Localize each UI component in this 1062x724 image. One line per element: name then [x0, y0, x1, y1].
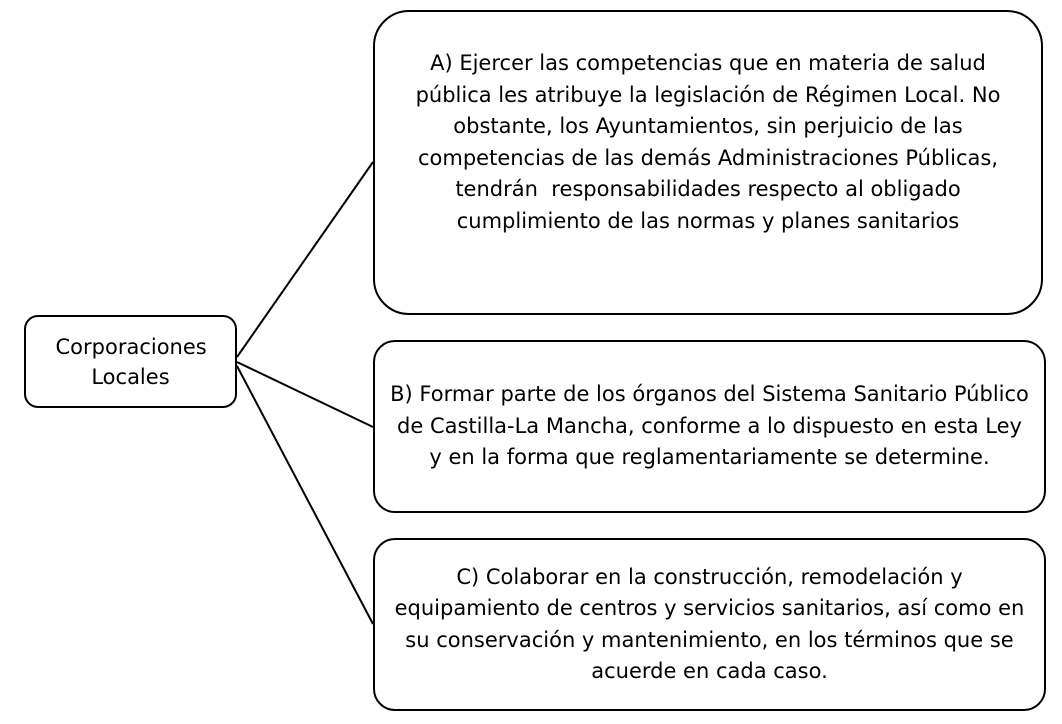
connector-line-c [237, 366, 373, 624]
root-node-label: Corporaciones Locales [55, 334, 207, 389]
branch-node-b-text: B) Formar parte de los órganos del Sistema Sanitario Público de Castilla-La Mancha, conforme a lo dispuesto en esta Ley y en la forma que reglamentariamente se determine. [390, 382, 1036, 470]
connector-line-b [237, 362, 373, 427]
connector-line-a [237, 162, 373, 357]
branch-node-c [373, 538, 1046, 711]
root-node [24, 315, 237, 408]
branch-node-a-text: A) Ejercer las competencias que en materia de salud pública les atribuye la legislación de Régimen Local. No obstante, los Ayuntamientos, sin perjuicio de las competencias de las demás Administraciones Públicas, tendrán responsabilidades respecto al obligado cumplimiento de las normas y planes sanitarios [415, 51, 1008, 233]
branch-node-b [373, 340, 1046, 513]
branch-node-a [373, 10, 1043, 315]
branch-node-c-text: C) Colaborar en la construcción, remodelación y equipamiento de centros y servicios sanitarios, así como en su conservación y mantenimiento, en los términos que se acuerde en cada caso. [394, 564, 1032, 683]
